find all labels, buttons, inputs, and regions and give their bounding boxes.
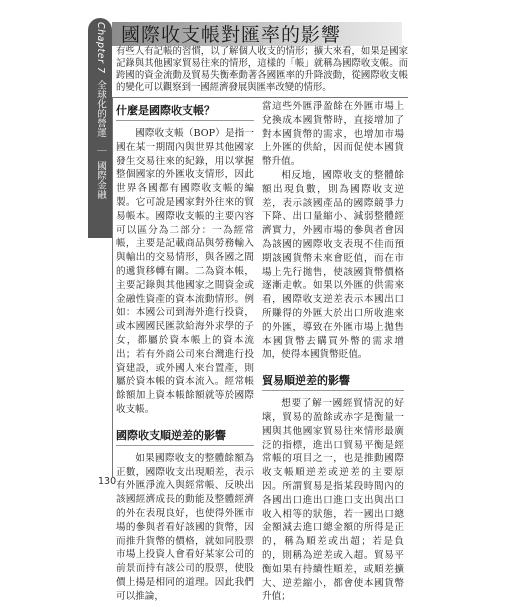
heading-underline: [116, 120, 254, 121]
left-column: [116, 100, 254, 604]
body-paragraph-bop: 國際收支帳（BOP）是指一國在某一期間內與世界其他國家發生交易往來的紀錄，用以掌握整個國家的外匯收支情形，因此世界各國都有國際收支帳的編製。它可說是國家對外往來的貿易帳本。國際收支帳的主要內容可以區分為二部分：一為經常帳，主要是記載商品與勞務輸入與輸出的交易情形，與各國之間的遞貨移轉有關。二為資本帳，主要記錄與其他國家之間資金或金融性資產的資本流動情形。例如：本國公司到海外進行投資，或本國國民匯款給海外求學的子女，都屬於資本帳上的資本流出；若有外商公司來台灣進行投資建設，或外國人來台置產，則屬於資本帳的資本流入。經常帳餘額加上資本帳餘額就等於國際收支帳。: [116, 128, 254, 415]
section-divider-vertical: [112, 97, 113, 477]
page-title: 國際收支帳對匯率的影響: [121, 24, 342, 46]
heading-underline: [116, 445, 254, 446]
page-number: 130: [98, 476, 117, 487]
section-divider-horizontal: [112, 97, 408, 98]
section-heading-bop-balance: 國際收支順逆差的影響: [116, 428, 226, 442]
chapter-number: Chapter 7: [95, 22, 106, 74]
sidebar-topic-2: 國際金融: [95, 161, 106, 200]
section-heading-trade-balance: 貿易順逆差的影響: [262, 374, 350, 388]
chapter-sidebar-text: [88, 18, 112, 199]
body-paragraph-trade: 想要了解一國經貿情況的好壞，貿易的盈餘或赤字是衡量一國與其他國家貿易往來情形最廣泛的指標，進出口貿易平衡是經常帳的項目之一，也是推動國際收支帳順逆差或逆差的主要原因。所謂貿易是指某段時間內的各國出口進出口進口支出與出口收入相等的狀態，若一國出口總金額減去進口總金額的所得是正的，稱為順差或出超；若是負的，則稱為逆差或入超。貿易平衡如果有持續性順差，或順差擴大、逆差縮小，都會使本國貨幣升值；: [262, 398, 404, 603]
body-paragraph-surplus: 如果國際收支的整體餘額為正數，國際收支出現順差，表示有外匯淨流入與經常帳、反映出該國經濟成長的動能及整體經濟的外在表現良好，也使得外匯市場的參與者看好該國的貨幣，因而推升貨幣的價格，就如同股票市場上投資人會看好某家公司的前景而持有該公司的股票，使股價上揚是相同的道理。因此我們可以推論，: [116, 452, 254, 602]
sidebar-divider: ｜: [95, 145, 106, 156]
sidebar-topic-1: 全球化的營運: [95, 79, 106, 137]
heading-underline: [262, 390, 404, 391]
body-paragraph-deficit: 相反地，國際收支的整體餘額出現負數，則為國際收支逆差，表示該國產品的國際競爭力下降、出口量縮小、減弱整體經濟實力，外國市場的參與者會因為該國的國際收支表現不佳而預期該國貨幣未來會貶值，而在市場上先行拋售，使該國貨幣價格逐漸走軟。如果以外匯的供需來看，國際收支逆差表示本國出口所賺得的外匯大於出口所收進來的外匯，導致在外匯市場上拋售本國貨幣去購買外幣的需求增加，使得本國貨幣貶值。: [262, 169, 404, 361]
intro-paragraph: 有些人有記帳的習慣，以了解個人收支的情形；擴大來看，如果是國家記錄與其他國家貿易往來的情形，這樣的「帳」就稱為國際收支帳。而跨國的資金流動及貿易失衡牽動著各國匯率的升降波動，從國際收支帳的變化可以觀察到一國經濟發展與匯率改變的情形。: [116, 46, 408, 93]
chapter-sidebar-tab: [88, 18, 112, 238]
body-paragraph-continued: 當這些外匯淨盈餘在外匯市場上兌換成本國貨幣時，直接增加了對本國貨幣的需求，也增加市場上外匯的供給，因而促使本國貨幣升值。: [262, 101, 404, 168]
right-column: [262, 100, 404, 604]
section-heading-bop: 什麼是國際收支帳？: [116, 104, 215, 117]
